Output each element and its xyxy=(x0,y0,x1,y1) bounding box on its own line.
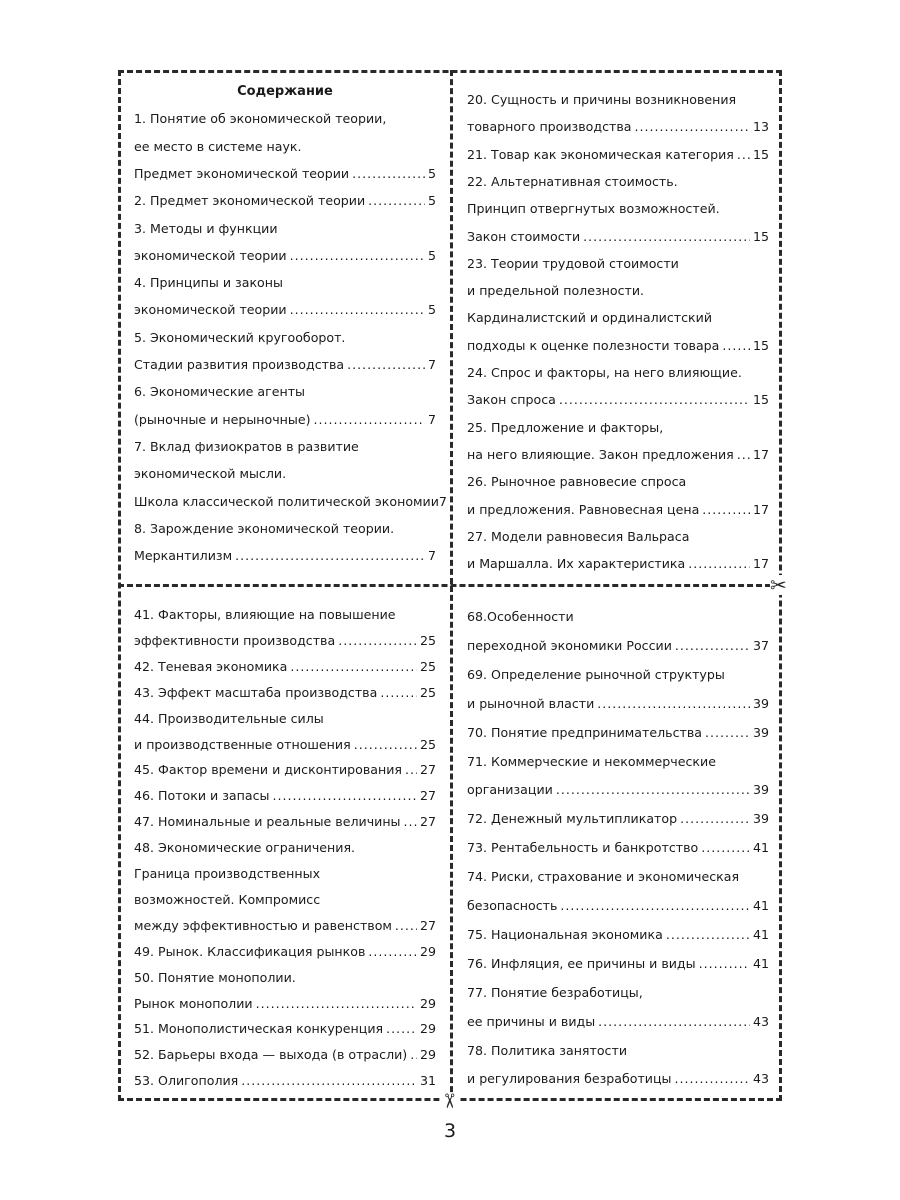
toc-entry xyxy=(467,145,769,165)
toc-entry-title: 42. Теневая экономика xyxy=(134,658,288,674)
toc-entry xyxy=(134,683,436,703)
toc-entry-title: Рынок монополии xyxy=(134,995,253,1011)
scissors-icon: ✂ xyxy=(437,1092,462,1110)
toc-entry xyxy=(134,812,436,832)
toc-entry-page: 39 xyxy=(752,782,769,798)
toc-text-line: 3. Методы и функции xyxy=(134,220,278,236)
dot-leader xyxy=(404,812,417,832)
toc-entry-page: 25 xyxy=(419,632,436,648)
toc-entry-title: между эффективностью и равенством xyxy=(134,917,392,933)
toc-entry xyxy=(134,916,436,936)
toc-text-line: 26. Рыночное равновесие спроса xyxy=(467,474,687,490)
toc-entry-title: 75. Национальная экономика xyxy=(467,926,663,942)
toc-entry-title: Меркантилизм xyxy=(134,548,233,564)
dot-leader xyxy=(598,1012,750,1032)
toc-text-line: 78. Политика занятости xyxy=(467,1042,627,1058)
dot-leader xyxy=(560,896,750,916)
dot-leader xyxy=(666,925,750,945)
toc-text-line: Школа классической политической экономии7 xyxy=(134,493,447,509)
toc-entry-page: 25 xyxy=(419,684,436,700)
toc-entry-page: 27 xyxy=(419,917,436,933)
toc-entry xyxy=(467,1012,769,1032)
toc-text-line: 20. Сущность и причины возникновения xyxy=(467,92,737,107)
toc-entry-page: 27 xyxy=(419,788,436,804)
toc-entry-page: 25 xyxy=(419,658,436,674)
toc-entry xyxy=(467,445,769,465)
toc-entry xyxy=(467,336,769,356)
toc-text-line: 50. Понятие монополии. xyxy=(134,969,296,985)
toc-entry xyxy=(134,657,436,677)
toc-entry-title: 49. Рынок. Классификация рынков xyxy=(134,943,366,959)
toc-entry xyxy=(134,735,436,755)
toc-text-line: 74. Риски, страхование и экономическая xyxy=(467,869,740,885)
toc-entry-title: и рыночной власти xyxy=(467,695,595,711)
dot-leader xyxy=(314,410,425,430)
toc-text-line: 5. Экономический кругооборот. xyxy=(134,329,346,345)
toc-heading: Содержание xyxy=(237,84,333,99)
toc-entry-page: 15 xyxy=(752,392,769,408)
toc-text-line: Принцип отвергнутых возможностей. xyxy=(467,201,720,217)
toc-entry xyxy=(134,300,436,320)
dot-leader xyxy=(338,631,417,651)
toc-entry-page: 43 xyxy=(752,1071,769,1087)
toc-entry-title: эффективности производства xyxy=(134,632,336,648)
toc-entry-title: 73. Рентабельность и банкротство xyxy=(467,840,699,856)
toc-text-line: 8. Зарождение экономической теории. xyxy=(134,520,395,536)
dot-leader xyxy=(559,390,750,410)
toc-entry xyxy=(467,390,769,410)
toc-entry-title: 70. Понятие предпринимательства xyxy=(467,724,702,740)
toc-entry-title: Предмет экономической теории xyxy=(134,165,350,181)
toc-entry-title: 51. Монополистическая конкуренция xyxy=(134,1021,384,1037)
toc-entry xyxy=(134,631,436,651)
toc-text-line: экономической мысли. xyxy=(134,466,287,482)
toc-entry xyxy=(134,246,436,266)
dot-leader xyxy=(241,1071,417,1091)
toc-entry-page: 31 xyxy=(419,1073,436,1089)
dot-leader xyxy=(675,1069,750,1089)
toc-entry-title: ее причины и виды xyxy=(467,1013,596,1029)
toc-entry-title: Закон спроса xyxy=(467,392,556,408)
toc-entry xyxy=(134,546,436,566)
toc-entry-page: 27 xyxy=(419,814,436,830)
toc-entry xyxy=(467,838,769,858)
toc-entry xyxy=(467,554,769,574)
toc-entry-page: 5 xyxy=(427,247,436,263)
toc-entry-title: безопасность xyxy=(467,898,558,913)
toc-entry xyxy=(134,786,436,806)
toc-entry-title: 21. Товар как экономическая категория xyxy=(467,146,734,162)
toc-entry xyxy=(134,1019,436,1039)
toc-entry xyxy=(467,723,769,743)
toc-entry xyxy=(467,1069,769,1089)
toc-text-line: 4. Принципы и законы xyxy=(134,275,283,291)
dot-leader xyxy=(272,786,417,806)
toc-text-line: 24. Спрос и факторы, на него влияющие. xyxy=(467,365,742,380)
toc-entry xyxy=(134,994,436,1014)
toc-entry-page: 7 xyxy=(427,411,436,427)
dot-leader xyxy=(583,227,750,247)
toc-entry-page: 41 xyxy=(752,840,769,856)
vertical-cut-line-top xyxy=(450,70,453,584)
page-number: 3 xyxy=(443,1120,457,1142)
toc-entry-title: на него влияющие. Закон предложения xyxy=(467,446,734,462)
toc-entry-page: 15 xyxy=(752,228,769,244)
dot-leader xyxy=(290,657,417,677)
toc-entry-page: 17 xyxy=(752,501,769,517)
toc-entry xyxy=(467,780,769,800)
toc-entry-page: 15 xyxy=(752,337,769,353)
dot-leader xyxy=(737,145,750,165)
toc-entry-title: подходы к оценке полезности товара xyxy=(467,337,720,353)
toc-entry-page: 41 xyxy=(752,926,769,942)
dot-leader xyxy=(680,809,750,829)
toc-entry xyxy=(467,896,769,916)
dot-leader xyxy=(705,723,750,743)
toc-text-line: 22. Альтернативная стоимость. xyxy=(467,173,678,189)
toc-text-line: 27. Модели равновесия Вальраса xyxy=(467,528,690,544)
toc-entry-page: 27 xyxy=(419,762,436,778)
dot-leader xyxy=(701,838,750,858)
dot-leader xyxy=(722,336,750,356)
toc-entry xyxy=(134,355,436,375)
toc-entry-page: 29 xyxy=(419,995,436,1011)
horizontal-cut-line xyxy=(118,584,780,587)
toc-entry-title: и производственные отношения xyxy=(134,736,351,752)
dot-leader xyxy=(410,1045,417,1065)
toc-entry-title: 76. Инфляция, ее причины и виды xyxy=(467,955,696,971)
toc-entry-page: 37 xyxy=(752,637,769,653)
toc-entry-title: экономической теории xyxy=(134,302,287,318)
toc-entry-title: переходной экономики России xyxy=(467,637,672,653)
toc-entry xyxy=(134,191,436,211)
dot-leader xyxy=(368,942,417,962)
toc-entry-title: товарного производства xyxy=(467,119,632,135)
toc-entry-title: организации xyxy=(467,782,553,798)
toc-entry xyxy=(467,954,769,974)
toc-entry-title: 47. Номинальные и реальные величины xyxy=(134,814,401,830)
toc-entry-page: 5 xyxy=(427,165,436,181)
dot-leader xyxy=(380,683,417,703)
toc-entry xyxy=(467,636,769,656)
toc-entry xyxy=(134,1071,436,1091)
toc-entry-page: 5 xyxy=(427,193,436,209)
toc-entry-title: 46. Потоки и запасы xyxy=(134,788,270,804)
dot-leader xyxy=(675,636,750,656)
toc-text-line: 71. Коммерческие и некоммерческие xyxy=(467,753,716,769)
toc-entry xyxy=(134,410,436,430)
toc-text-line: 7. Вклад физиократов в развитие xyxy=(134,438,359,454)
toc-entry-page: 29 xyxy=(419,1047,436,1063)
dot-leader xyxy=(290,300,425,320)
toc-text-line: 69. Определение рыночной структуры xyxy=(467,666,725,682)
dot-leader xyxy=(256,994,417,1014)
toc-entry-title: 72. Денежный мультипликатор xyxy=(467,811,678,827)
dot-leader xyxy=(386,1019,417,1039)
toc-entry-title: 43. Эффект масштаба производства xyxy=(134,684,378,700)
toc-entry-title: 53. Олигополия xyxy=(134,1073,239,1089)
vertical-cut-line-bottom xyxy=(450,586,453,1101)
dot-leader xyxy=(597,694,750,714)
toc-entry xyxy=(134,164,436,184)
toc-text-line: Кардиналистский и ординалистский xyxy=(467,310,713,326)
dot-leader xyxy=(235,546,425,566)
toc-text-line: 23. Теории трудовой стоимости xyxy=(467,255,679,271)
dot-leader xyxy=(290,246,425,266)
toc-entry-title: Закон стоимости xyxy=(467,228,581,244)
toc-entry-title: 2. Предмет экономической теории xyxy=(134,193,366,209)
toc-entry xyxy=(134,760,436,780)
toc-entry-page: 29 xyxy=(419,1021,436,1037)
dot-leader xyxy=(347,355,425,375)
toc-text-line: возможностей. Компромисс xyxy=(134,891,321,907)
toc-entry-page: 17 xyxy=(752,556,769,572)
dot-leader xyxy=(635,117,750,137)
dot-leader xyxy=(352,164,425,184)
dot-leader xyxy=(354,735,417,755)
toc-text-line: 6. Экономические агенты xyxy=(134,384,305,400)
toc-text-line: и предельной полезности. xyxy=(467,283,645,299)
toc-entry-page: 39 xyxy=(752,811,769,827)
toc-entry-page: 13 xyxy=(752,119,769,135)
toc-entry-page: 5 xyxy=(427,302,436,318)
toc-entry xyxy=(467,809,769,829)
toc-entry-page: 25 xyxy=(419,736,436,752)
toc-entry-page: 41 xyxy=(752,955,769,971)
dot-leader xyxy=(702,500,750,520)
toc-entry xyxy=(467,925,769,945)
toc-entry-title: Стадии развития производства xyxy=(134,357,345,372)
scissors-icon: ✂ xyxy=(770,573,787,597)
toc-entry-title: 52. Барьеры входа — выхода (в отрасли) xyxy=(134,1047,408,1063)
toc-text-line: 77. Понятие безработицы, xyxy=(467,984,643,1000)
dot-leader xyxy=(405,760,417,780)
toc-entry-page: 7 xyxy=(427,548,436,564)
toc-entry-page: 15 xyxy=(752,146,769,162)
dot-leader xyxy=(688,554,750,574)
toc-text-line: ее место в системе наук. xyxy=(134,138,302,154)
toc-entry xyxy=(467,694,769,714)
dot-leader xyxy=(556,780,750,800)
dot-leader xyxy=(737,445,750,465)
toc-entry-page: 7 xyxy=(427,357,436,372)
toc-text-line: Граница производственных xyxy=(134,866,321,881)
toc-entry xyxy=(134,942,436,962)
toc-text-line: 44. Производительные силы xyxy=(134,710,324,726)
toc-entry-page: 41 xyxy=(752,898,769,913)
toc-entry-title: 45. Фактор времени и дисконтирования xyxy=(134,762,402,778)
dot-leader xyxy=(395,916,417,936)
toc-entry-page: 17 xyxy=(752,446,769,462)
dot-leader xyxy=(368,191,425,211)
toc-entry-title: и предложения. Равновесная цена xyxy=(467,501,700,517)
toc-entry-title: и Маршалла. Их характеристика xyxy=(467,556,686,572)
toc-text-line: 1. Понятие об экономической теории, xyxy=(134,111,387,127)
toc-text-line: 48. Экономические ограничения. xyxy=(134,840,356,856)
toc-entry-title: (рыночные и нерыночные) xyxy=(134,411,311,427)
toc-entry xyxy=(467,500,769,520)
dot-leader xyxy=(699,954,750,974)
toc-entry xyxy=(467,117,769,137)
toc-entry-page: 43 xyxy=(752,1013,769,1029)
toc-text-line: 41. Факторы, влияющие на повышение xyxy=(134,607,396,622)
toc-text-line: 68.Особенности xyxy=(467,609,574,624)
toc-entry-title: и регулирования безработицы xyxy=(467,1071,672,1087)
toc-entry xyxy=(134,1045,436,1065)
toc-entry-title: экономической теории xyxy=(134,247,287,263)
toc-entry-page: 39 xyxy=(752,695,769,711)
toc-text-line: 25. Предложение и факторы, xyxy=(467,419,664,435)
toc-entry-page: 39 xyxy=(752,724,769,740)
toc-entry xyxy=(467,227,769,247)
toc-entry-page: 29 xyxy=(419,943,436,959)
